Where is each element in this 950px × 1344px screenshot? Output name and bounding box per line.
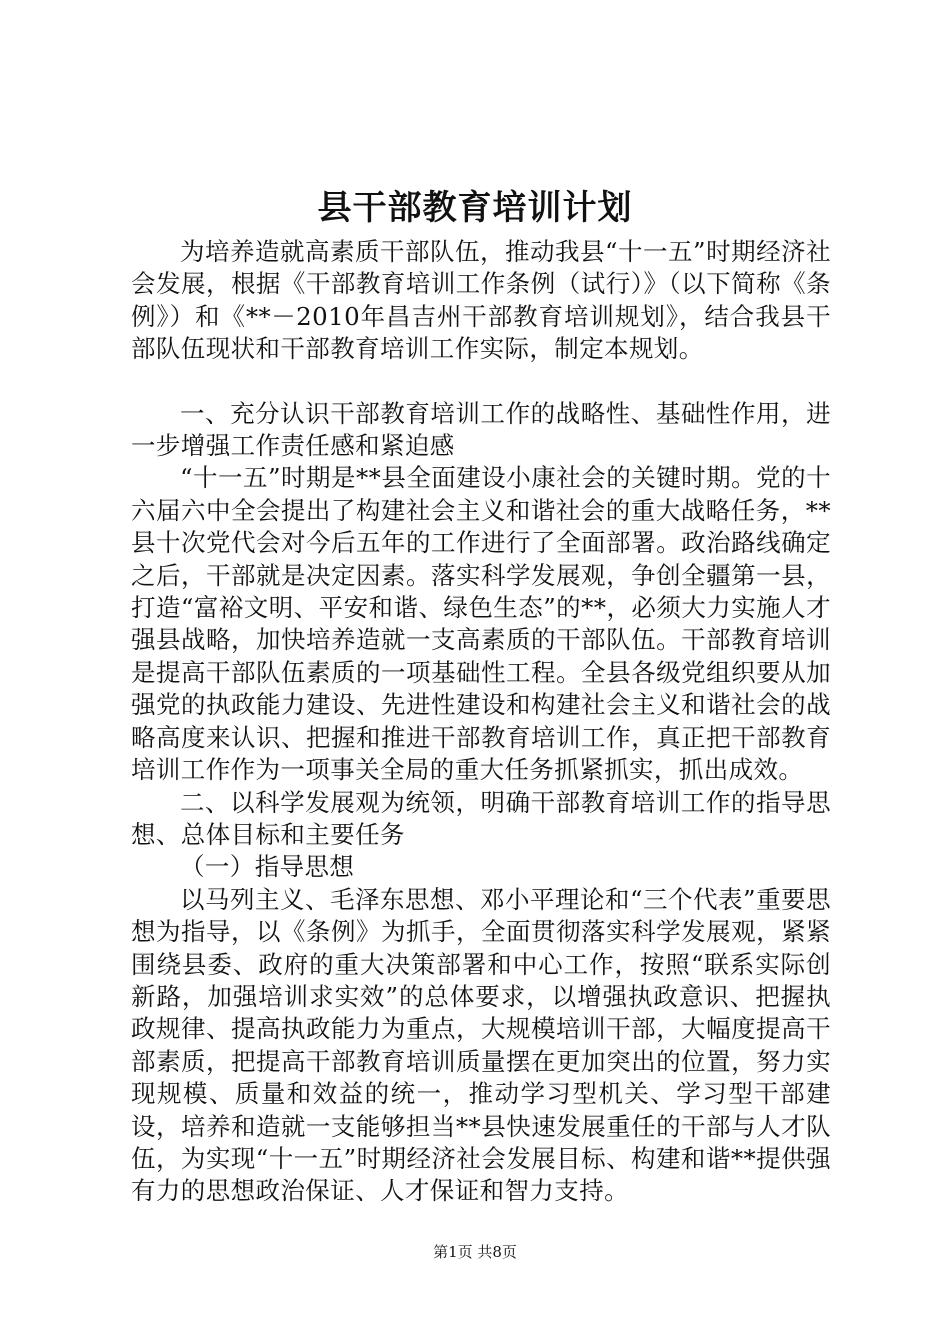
paragraph-section-1: “十一五”时期是**县全面建设小康社会的关键时期。党的十六届六中全会提出了构建社会主义和谐社会的重大战略任务，**县十次党代会对今后五年的工作进行了全面部署。政治路线确定之后，干部就是决定因素。落实科学发展观，争创全疆第一县，打造“富裕文明、平安和谐、绿色生态”的**，必须大力实施人才强县战略，加快培养造就一支高素质的干部队伍。干部教育培训是提高干部队伍素质的一项基础性工程。全县各级党组织要从加强党的执政能力建设、先进性建设和构建社会主义和谐社会的战略高度来认识、把握和推进干部教育培训工作，真正把干部教育培训工作作为一项事关全局的重大任务抓紧抓实，抓出成效。 <box>131 463 831 785</box>
paragraph-intro: 为培养造就高素质干部队伍，推动我县“十一五”时期经济社会发展，根据《干部教育培训工作条例（试行）》（以下简称《条例》）和《**－2010年昌吉州干部教育培训规划》，结合我县干部队伍现状和干部教育培训工作实际，制定本规划。 <box>131 237 831 364</box>
subsection-heading-guiding-thought: （一）指导思想 <box>180 852 355 882</box>
document-title: 县干部教育培训计划 <box>317 188 633 228</box>
section-heading-1: 一、充分认识干部教育培训工作的战略性、基础性作用，进一步增强工作责任感和紧迫感 <box>131 398 831 461</box>
document-body <box>131 236 831 1208</box>
section-heading-2: 二、以科学发展观为统领，明确干部教育培训工作的指导思想、总体目标和主要任务 <box>131 787 831 849</box>
paragraph-guiding-thought: 以马列主义、毛泽东思想、邓小平理论和“三个代表”重要思想为指导，以《条例》为抓手，全面贯彻落实科学发展观，紧紧围绕县委、政府的重大决策部署和中心工作，按照“联系实际创新路，加强培训求实效”的总体要求，以增强执政意识、把握执政规律、提高执政能力为重点，大规模培训干部，大幅度提高干部素质，把提高干部教育培训质量摆在更加突出的位置，努力实现规模、质量和效益的统一，推动学习型机关、学习型干部建设，培养和造就一支能够担当**县快速发展重任的干部与人才队伍，为实现“十一五”时期经济社会发展目标、构建和谐**提供强有力的思想政治保证、人才保证和智力支持。 <box>131 884 831 1206</box>
page-footer: 第1页 共8页 <box>433 1243 517 1261</box>
